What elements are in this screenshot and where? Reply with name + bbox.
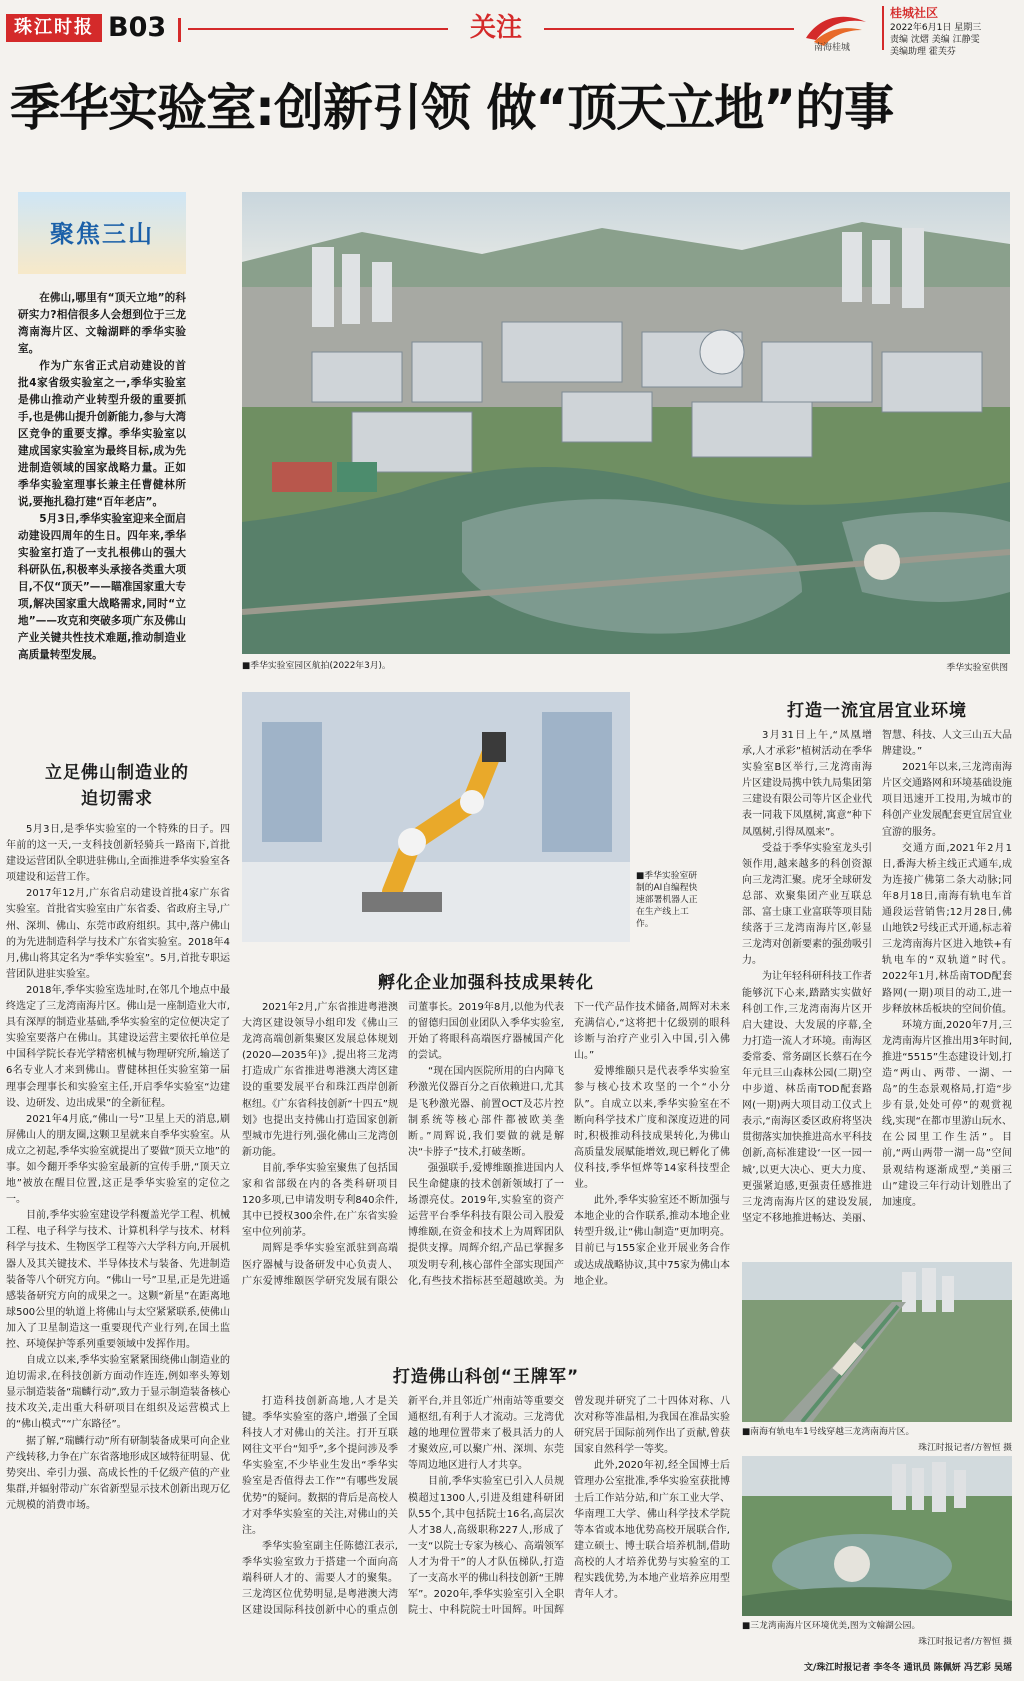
section-label: 关注 [469,13,522,43]
section1-paragraph: 2021年4月底,“佛山一号”卫星上天的消息,刷屏佛山人的朋友圈,这颗卫星就来自季华实验室。从成立之初起,季华实验室就提出了要做“顶天立地”的事。如今翻开季华实验室最新的宣传手册,“顶天立地”被放在醒目位置,这正是季华实验室的定位之一。 [6,1113,230,1206]
section2-title: 孵化企业加强科技成果转化 [378,973,594,993]
section1-paragraph: 目前,季华实验室建设学科覆盖光学工程、机械工程、电子科学与技术、计算机科学与技术、材料科学与技术、生物医学工程等六大学科方向,开展机器人及其关键技术、半导体技术与装备、先进制造装备等八个研究方向。“佛山一号”卫星,正是先进遥感装备研究方向的成果之一。这颗“新星”在距离地球500公里的轨道上将佛山与太空紧紧联系,使佛山加入了卫星制造这一重要现代产业行列,在国土监控、环境保护等系列重要领域中发挥作用。 [6,1210,230,1350]
section3-title: 打造佛山科创“王牌军” [392,1367,580,1387]
section4-title: 打造一流宜居宜业环境 [787,701,967,721]
section3-paragraph: 打造科技创新高地,人才是关键。季华实验室的落户,增强了全国科技人才对佛山的关注。打开互联网往文平台“知乎”,多个提问涉及季华实验室,不少毕业生发出“季华实验室是否值得去工作”“有哪些发展优势”的疑问。数据的背后是高校人才对季华实验室的关注,对佛山的关注。 [242,1396,398,1536]
header-divider [178,18,181,42]
rail-photo [742,1262,1012,1422]
intro-paragraph: 在佛山,哪里有“顶天立地”的科研实力?相信很多人会想到位于三龙湾南海片区、文翰湖畔的季华实验室。 [18,292,186,355]
page-number: B03 [108,12,167,43]
section3-body [242,1394,730,1672]
byline: 文/珠江时报记者 李冬冬 通讯员 陈佩妍 冯艺彩 吴瑶 [804,1663,1012,1673]
intro-text [18,290,186,664]
section1-paragraph: 2018年,季华实验室选址时,在邻几个地点中最终选定了三龙湾南海片区。佛山是一座制造业大市,具有深厚的制造业基础,季华实验室的定位便决定了实验室要落户在佛山。其建设运营主要依托单位是中国科学院长春光学精密机械与物理研究所,输送了6名专业人才来到佛山。曹健林担任实验室第一届理事会理事长和实验室主任,开启季华实验室“边建设、边研发、边出成果”的全新征程。 [6,984,230,1109]
section3-paragraph: 季华实验室副主任陈德江表示,季华实验室致力于搭建一个面向高端科研人才的、需要人才的聚集。三龙湾区位优势明显,是粤港澳大湾区建设国际科技创新中心的重点创新平台,并且邻近广州南站等重要交通枢纽,有利于人才流动。三龙湾优越的地理位置带来了极具活力的人才聚效应,可以聚广州、深圳、东莞等周边地区进行人才共享。 [242,1396,564,1617]
section4-paragraph: 受益于季华实验室龙头引领作用,越来越多的科创资源向三龙湾汇聚。虎牙全球研发总部、欢聚集团产业互联总部、富士康工业富联等项目陆续落于三龙湾南海片区,彰显三龙湾对创新要素的强劲吸引力。 [742,842,872,967]
section2-paragraph: 此外,季华实验室还不断加强与本地企业的合作联系,推动本地企业转型升级,让“佛山制造”更加明亮。目前已与155家企业开展业务合作或达成战略协议,其中75家为佛山本地企业。 [574,1195,730,1287]
staff-line-1: 责编 沈熠 美编 江静雯 [890,35,980,45]
section2-paragraph: 强强联手,爱博维颐推进国内人民生命健康的技术创新领域打了一场漂亮仗。2019年,实验室的资产运营平台季华科技有限公司入股爱博维颐,在资金和技术上为周辉团队提供支撑。周辉介绍,产品已掌握多项发明专利,核心部件全部实现国产化,有些技术指标甚至超越欧美。为下一代产品作技术储备,周辉对未来充满信心,“这将把十亿级别的眼科诊断与治疗产业引入中国,引入佛山。” [408,1002,730,1287]
park-caption: ■三龙湾南海片区环境优美,图为文翰湖公园。 [742,1621,921,1631]
section1-title [16,760,218,812]
section1-title-line1: 立足佛山制造业的 [45,763,189,783]
section2-paragraph: 目前,季华实验室聚焦了包括国家和省部级在内的各类科研项目120多项,已申请发明专利840余件,其中已授权300余件,在广东省实验室中位列前茅。 [242,1162,398,1239]
park-photo [742,1456,1012,1616]
section1-title-line2: 迫切需求 [81,789,153,809]
section1-body [6,822,230,1514]
intro-paragraph: 5月3日,季华实验室迎来全面启动建设四周年的生日。四年来,季华实验室打造了一支扎根佛山的强大科研队伍,积极率头承接各类重大项目,不仅“顶天”——瞄准国家重大专项,解决国家重大战略需求,同时“立地”——攻克和突破多项广东及佛山产业关键共性技术难题,推动制造业高质量转型发展。 [18,513,186,661]
staff-line-2: 美编助理 霍芙芬 [890,47,956,57]
section3-paragraph: 目前,季华实验室已引入人员规模超过1300人,引进及组建科研团队55个,其中包括院士16名,高层次人才38人,高级职称227人,形成了一支“以院士专家为核心、高端领军人才为骨干”的人才队伍梯队,打造了一支高水平的佛山科技创新“王牌军”。2020年,季华实验室引入全职院士、中科院院士叶国辉。叶国辉曾发现并研究了二十四体对称、八次对称等准晶相,为我国在准晶实验研究居于国际前列作出了贡献,曾获国家自然科学一等奖。 [408,1396,730,1617]
section4-paragraph: 3月31日上午,“凤凰增承,人才承彩”植树活动在季华实验室B区举行,三龙湾南海片区建设局携中铁九局集团第三建设有限公司等片区企业代表一同栽下凤凰树,寓意“种下凤凰树,引得凤凰来”。 [742,730,872,838]
rail-caption: ■南海有轨电车1号线穿越三龙湾南海片区。 [742,1427,915,1437]
paper-name-badge: 珠江时报 [6,14,102,42]
section4-paragraph: 环境方面,2020年7月,三龙湾南海片区推出用3年时间,推进“5515”生态建设计划,打造“两山、两带、一湖、一岛”的生态景观格局,打造“步步有景,处处可停”的观赏视线,实现“在都市里游山玩水、在公园里工作生活”。目前,“两山两带一湖一岛”空间景观结构逐渐成型,“美丽三山”建设三年行动计划胜出了加速度。 [882,1019,1012,1208]
section2-body [242,1000,730,1335]
column-title: 桂城社区 [890,6,939,20]
aerial-credit: 季华实验室供图 [946,663,1008,673]
section4-body [742,728,1012,1256]
robot-caption: ■季华实验室研制的AI自编程快速部署机器人正在生产线上工作。 [636,871,698,929]
header-vrule [882,6,884,50]
date-line: 2022年6月1日 星期三 [890,23,982,33]
section4-paragraph: 2021年以来,三龙湾南海片区交通路网和环境基础设施项目迅速开工投用,为城市的科创产业发展配套更宜居宜业宜游的服务。 [882,762,1012,838]
robot-photo [242,692,630,942]
intro-paragraph: 作为广东省正式启动建设的首批4家省级实验室之一,季华实验室是佛山推动产业转型升级的重要抓手,也是佛山提升创新能力,参与大湾区竞争的重要支撑。季华实验室以建成国家实验室为最终目标,成为先进制造领域的国家战略力量。正如季华实验室理事长兼主任曹健林所说,要拖扎稳打建“百年老店”。 [18,360,186,508]
section1-paragraph: 2017年12月,广东省启动建设首批4家广东省实验室。首批省实验室由广东省委、省政府主导,广州、深圳、佛山、东莞市政府组织。其中,落户佛山的为先进制造科学与技术广东省实验室。2018年4月,佛山将其定名为“季华实验室”。5月,首批专职运营团队进驻实验室。 [6,888,230,980]
headline: 季华实验室:创新引领 做“顶天立地”的事 [10,79,894,137]
focus-badge-text: 聚焦三山 [50,220,154,248]
section4-paragraph: 为让年轻科研科技工作者能够沉下心来,踏踏实实做好科创工作,三龙湾南海片区开启大建设、大发展的序幕,全力打造一流人才环境。南海区委常委、常务副区长蔡石在今年元旦三山森林公园(二期)空中步道、林岳南TOD配套路网(一期)两大项目动工仪式上表示,“南海区委区政府将坚决贯彻落实加快推进高水平科技创新,高标准建设‘一区一园一城’,以更大决心、更大力度、更强紧迫感,更强责任感推进三龙湾南海片区的建设发展,坚定不移地推进畅达、美丽、智慧、科技、人文三山五大品牌建设。” [742,730,1012,1224]
aerial-photo [242,192,1010,654]
aerial-caption: ■季华实验室园区航拍(2022年3月)。 [242,661,391,671]
rail-credit: 珠江时报记者/方智恒 摄 [918,1443,1012,1453]
header-rule-right [544,28,794,30]
section3-paragraph: 此外,2020年初,经全国博士后管理办公室批准,季华实验室获批博士后工作站分站,和广东工业大学、华南理工大学、佛山科学技术学院等本省或本地优势高校开展联合作,建立硕士、博士联合培养机制,借助高校的人才培养优势与实验室的工程实践优势,为本地产业培养应用型青年人才。 [574,1460,730,1601]
section4-paragraph: 交通方面,2021年2月1日,番海大桥主线正式通车,成为连接广佛第二条大动脉;同年8月18日,南海有轨电车首通段运营销售;12月28日,佛山地铁2号线正式开通,标志着三龙湾南海片区进入地铁+有轨电车的“双轨道”时代。2022年1月,林岳南TOD配套路网(一期)项目的动工,进一步释放林岳板块的空间价值。 [882,842,1012,1015]
section1-paragraph: 据了解,“瑞麟行动”所有研制装备成果可向企业产线转移,力争在广东省落地形成区域特征明显、优势突出、牵引力强、高成长性的千亿级产值的产业集群,并辐射带动广东省新型显示技术创新出现万亿元规模的消费市场。 [6,1435,230,1511]
logo-text: 南海桂城 [814,43,851,53]
park-credit: 珠江时报记者/方智恒 摄 [918,1637,1012,1647]
section2-paragraph: 2021年2月,广东省推进粤港澳大湾区建设领导小组印发《佛山三龙湾高端创新集聚区发展总体规划(2020—2035年)》,提出将三龙湾打造成广东省推进粤港澳大湾区建设的重要发展平台和珠江西岸创新枢纽。《广东省科技创新“十四五”规划》也提出支持佛山打造国家创新型城市先进行列,强化佛山三龙湾创新功能。 [242,1002,398,1158]
focus-badge [18,192,186,274]
masthead [0,0,1024,56]
header-rule-left [188,28,448,30]
section2-paragraph: 爱博维颐只是代表季华实验室参与核心技术攻坚的一个“小分队”。自成立以来,季华实验室在不断向科学技术广度和深度迈进的同时,积极推动科技成果转化,为佛山高质量发展赋能增效,现已孵化了佛仪科技,季华恒烨等14家科技型企业。 [574,1066,730,1191]
section1-paragraph: 自成立以来,季华实验室紧紧围绕佛山制造业的迫切需求,在科技创新方面动作连连,例如率头筹划显示制造装备“瑞麟行动”,致力于显示制造装备核心技术攻关,走出重大科研项目在组织及运营模式上的“佛山模式”“广东路径”。 [6,1355,230,1431]
section1-paragraph: 5月3日,是季华实验室的一个特殊的日子。四年前的这一天,一支科技创新轻骑兵一路南下,首批建设运营团队全职进驻佛山,全面推进季华实验室各项建设和运营工作。 [6,824,230,884]
section2-paragraph: 周辉是季华实验室派驻到高端医疗器械与设备研发中心负责人、广东爱博维颐医学研究发展有限公司董事长。2019年8月,以他为代表的留德归国创业团队入季华实验室,开始了将眼科高端医疗器械国产化的尝试。 [242,1002,564,1287]
section2-paragraph: “现在国内医院所用的白内障飞秒激光仪器百分之百依赖进口,尤其是飞秒激光器、前置OCT及芯片控制系统等核心部件都被欧美垄断。”周辉说,我们要做的就是解决“卡脖子”技术,打破垄断。 [408,1066,564,1158]
